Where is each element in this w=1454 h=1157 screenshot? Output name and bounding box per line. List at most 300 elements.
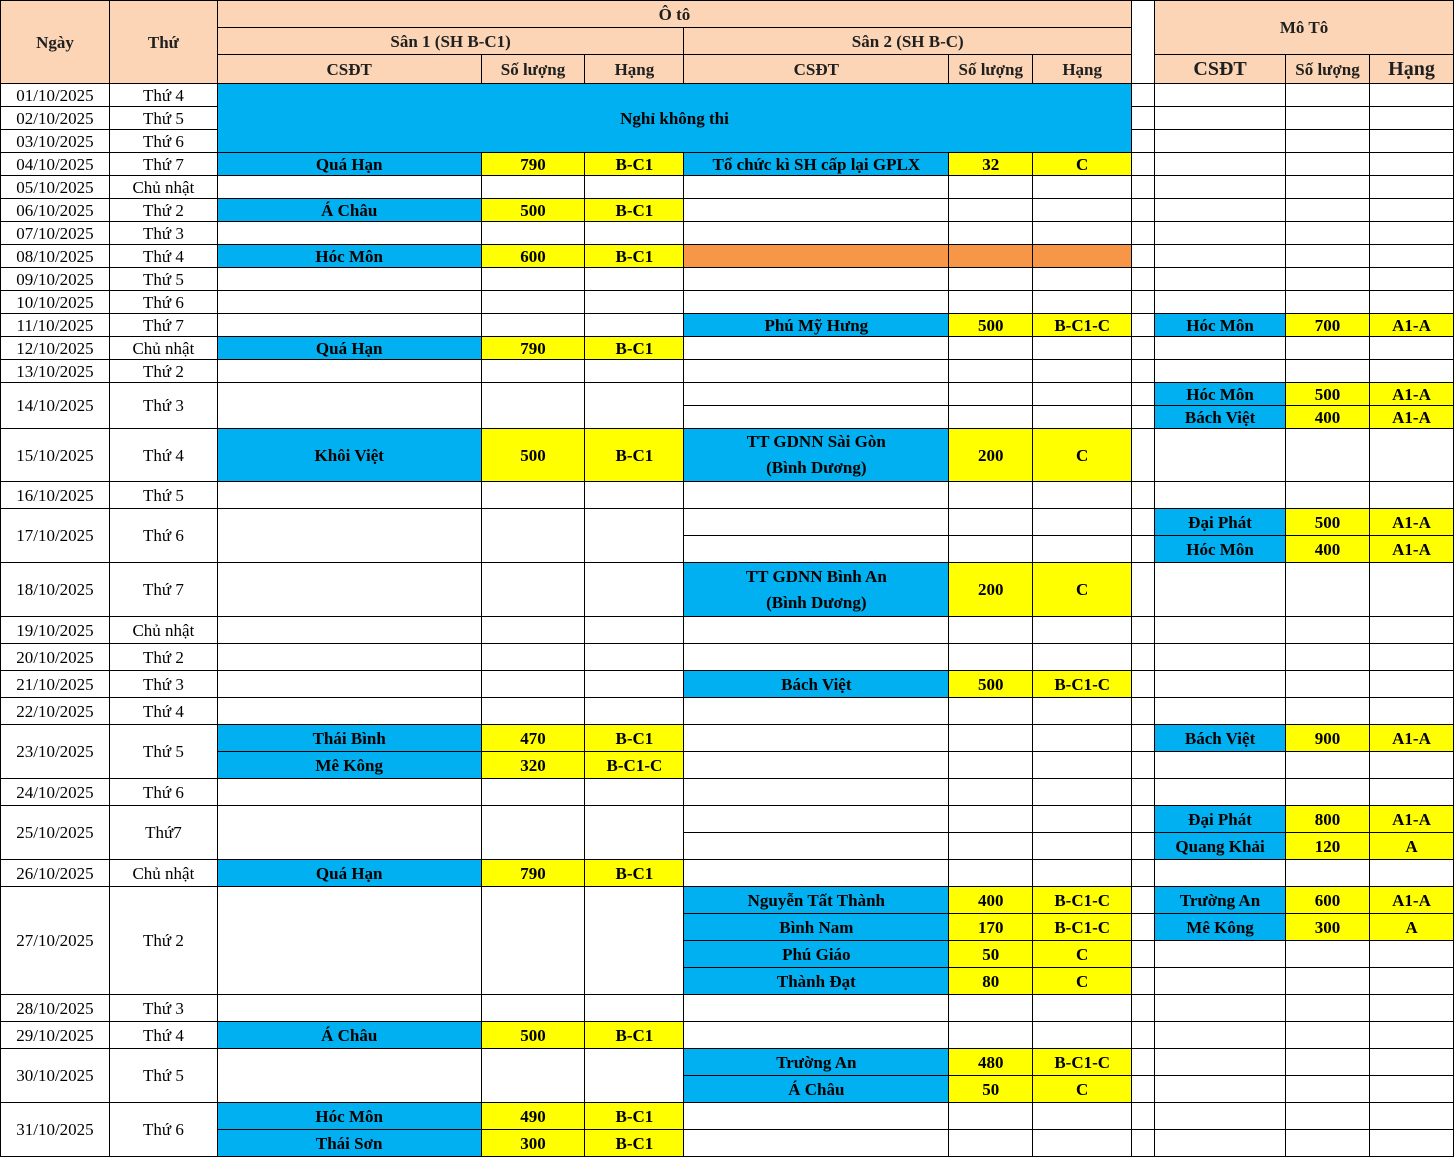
san2-hang xyxy=(1033,617,1132,644)
moto-hang xyxy=(1369,617,1453,644)
weekday-cell: Thứ 7 xyxy=(109,563,217,617)
moto-so-luong xyxy=(1286,1022,1370,1049)
san2-csdt xyxy=(684,725,949,752)
san2-csdt xyxy=(684,429,949,482)
table-row xyxy=(1,291,1454,314)
san1-so-luong: 500 xyxy=(481,429,585,482)
moto-csdt xyxy=(1155,563,1286,617)
moto-so-luong: 400 xyxy=(1286,406,1370,429)
san1-so-luong xyxy=(481,176,585,199)
moto-hang xyxy=(1369,222,1453,245)
san2-so-luong xyxy=(949,995,1033,1022)
san1-csdt xyxy=(217,698,481,725)
date-cell: 11/10/2025 xyxy=(1,314,110,337)
san2-so-luong xyxy=(949,176,1033,199)
san1-so-luong xyxy=(481,383,585,429)
date-cell: 02/10/2025 xyxy=(1,107,110,130)
san1-csdt xyxy=(217,383,481,429)
moto-csdt: Trường An xyxy=(1155,887,1286,914)
moto-so-luong: 300 xyxy=(1286,914,1370,941)
san1-csdt: Mê Kông xyxy=(217,752,481,779)
san2-csdt xyxy=(684,406,949,429)
spacer-cell xyxy=(1132,617,1155,644)
spacer-cell xyxy=(1132,644,1155,671)
spacer-cell xyxy=(1132,698,1155,725)
san2-csdt-line2: (Bình Dương) xyxy=(766,592,867,612)
san2-csdt xyxy=(684,360,949,383)
table-row xyxy=(1,84,1454,107)
san1-so-luong xyxy=(481,360,585,383)
moto-csdt xyxy=(1155,107,1286,130)
san2-hang xyxy=(1033,509,1132,536)
table-row xyxy=(1,752,1454,779)
san2-hang: B-C1-C xyxy=(1033,914,1132,941)
spacer-cell xyxy=(1132,130,1155,153)
san2-hang xyxy=(1033,199,1132,222)
table-row xyxy=(1,1130,1454,1157)
san2-hang xyxy=(1033,536,1132,563)
moto-so-luong: 900 xyxy=(1286,725,1370,752)
moto-csdt xyxy=(1155,84,1286,107)
san2-so-luong: 80 xyxy=(949,968,1033,995)
weekday-cell: Chủ nhật xyxy=(109,860,217,887)
san2-csdt xyxy=(684,1103,949,1130)
header-soluong-san2: Số lượng xyxy=(949,55,1033,84)
san2-hang xyxy=(1033,406,1132,429)
spacer-cell xyxy=(1132,360,1155,383)
san2-csdt xyxy=(684,617,949,644)
san2-hang xyxy=(1033,698,1132,725)
date-cell: 29/10/2025 xyxy=(1,1022,110,1049)
date-cell: 12/10/2025 xyxy=(1,337,110,360)
san2-so-luong xyxy=(949,222,1033,245)
date-cell: 21/10/2025 xyxy=(1,671,110,698)
moto-hang xyxy=(1369,245,1453,268)
moto-so-luong xyxy=(1286,941,1370,968)
moto-hang xyxy=(1369,671,1453,698)
moto-csdt xyxy=(1155,860,1286,887)
moto-hang: A1-A xyxy=(1369,406,1453,429)
san2-so-luong xyxy=(949,360,1033,383)
san1-hang: B-C1-C xyxy=(585,752,684,779)
san1-csdt xyxy=(217,671,481,698)
san2-hang xyxy=(1033,644,1132,671)
moto-so-luong xyxy=(1286,968,1370,995)
san2-csdt-line1: TT GDNN Sài Gòn xyxy=(746,432,886,451)
moto-hang: A1-A xyxy=(1369,383,1453,406)
date-cell: 05/10/2025 xyxy=(1,176,110,199)
san1-so-luong: 490 xyxy=(481,1103,585,1130)
table-row xyxy=(1,887,1454,914)
moto-csdt: Hóc Môn xyxy=(1155,536,1286,563)
spacer-cell xyxy=(1132,337,1155,360)
closed-notice: Nghỉ không thi xyxy=(217,84,1131,153)
moto-so-luong xyxy=(1286,153,1370,176)
spacer-cell xyxy=(1132,1049,1155,1076)
spacer-cell xyxy=(1132,995,1155,1022)
date-cell: 07/10/2025 xyxy=(1,222,110,245)
date-cell: 14/10/2025 xyxy=(1,383,110,429)
san2-csdt-line2: (Bình Dương) xyxy=(766,458,867,477)
san2-hang xyxy=(1033,806,1132,833)
san2-so-luong xyxy=(949,752,1033,779)
san2-so-luong xyxy=(949,268,1033,291)
san1-csdt xyxy=(217,617,481,644)
san1-hang xyxy=(585,222,684,245)
header-oto: Ô tô xyxy=(217,1,1131,28)
san2-csdt xyxy=(684,509,949,536)
moto-hang xyxy=(1369,968,1453,995)
spacer-cell xyxy=(1132,268,1155,291)
san2-csdt: Phú Mỹ Hưng xyxy=(684,314,949,337)
header-hang-moto: Hạng xyxy=(1369,55,1453,84)
san1-hang xyxy=(585,1049,684,1103)
san2-so-luong xyxy=(949,482,1033,509)
san1-csdt xyxy=(217,291,481,314)
san1-hang xyxy=(585,779,684,806)
san2-hang xyxy=(1033,337,1132,360)
san2-so-luong: 500 xyxy=(949,314,1033,337)
date-cell: 31/10/2025 xyxy=(1,1103,110,1157)
san1-so-luong xyxy=(481,698,585,725)
moto-so-luong xyxy=(1286,429,1370,482)
san2-hang: B-C1-C xyxy=(1033,1049,1132,1076)
moto-csdt xyxy=(1155,1130,1286,1157)
san1-so-luong: 500 xyxy=(481,199,585,222)
spacer-cell xyxy=(1132,245,1155,268)
moto-csdt: Hóc Môn xyxy=(1155,314,1286,337)
moto-hang xyxy=(1369,1022,1453,1049)
moto-hang xyxy=(1369,941,1453,968)
moto-so-luong: 600 xyxy=(1286,887,1370,914)
moto-so-luong xyxy=(1286,860,1370,887)
moto-so-luong xyxy=(1286,671,1370,698)
san1-so-luong: 500 xyxy=(481,1022,585,1049)
san2-csdt xyxy=(684,1130,949,1157)
san2-so-luong xyxy=(949,383,1033,406)
date-cell: 20/10/2025 xyxy=(1,644,110,671)
header-ngay: Ngày xyxy=(1,1,110,84)
moto-hang xyxy=(1369,429,1453,482)
san1-hang xyxy=(585,291,684,314)
san2-csdt xyxy=(684,779,949,806)
san2-so-luong xyxy=(949,779,1033,806)
san1-so-luong xyxy=(481,806,585,860)
moto-so-luong xyxy=(1286,268,1370,291)
moto-so-luong xyxy=(1286,84,1370,107)
spacer-cell xyxy=(1132,55,1155,84)
moto-csdt xyxy=(1155,360,1286,383)
san1-so-luong xyxy=(481,1049,585,1103)
moto-csdt xyxy=(1155,153,1286,176)
san1-hang: B-C1 xyxy=(585,199,684,222)
weekday-cell: Thứ 3 xyxy=(109,671,217,698)
spacer-cell xyxy=(1132,1130,1155,1157)
san2-so-luong: 50 xyxy=(949,1076,1033,1103)
moto-csdt: Hóc Môn xyxy=(1155,383,1286,406)
header-thu: Thứ xyxy=(109,1,217,84)
table-row xyxy=(1,314,1454,337)
moto-so-luong: 120 xyxy=(1286,833,1370,860)
san2-csdt xyxy=(684,383,949,406)
moto-csdt xyxy=(1155,752,1286,779)
moto-csdt: Bách Việt xyxy=(1155,406,1286,429)
table-row xyxy=(1,176,1454,199)
san2-so-luong: 480 xyxy=(949,1049,1033,1076)
san1-hang xyxy=(585,617,684,644)
header-moto: Mô Tô xyxy=(1155,1,1454,55)
date-cell: 03/10/2025 xyxy=(1,130,110,153)
san2-hang xyxy=(1033,1103,1132,1130)
spacer-cell xyxy=(1132,1,1155,28)
spacer-cell xyxy=(1132,482,1155,509)
moto-csdt xyxy=(1155,644,1286,671)
san1-csdt xyxy=(217,806,481,860)
moto-hang: A1-A xyxy=(1369,314,1453,337)
moto-hang: A1-A xyxy=(1369,725,1453,752)
table-row xyxy=(1,360,1454,383)
san2-hang xyxy=(1033,995,1132,1022)
weekday-cell: Thứ 6 xyxy=(109,779,217,806)
spacer-cell xyxy=(1132,536,1155,563)
san1-so-luong: 790 xyxy=(481,337,585,360)
date-cell: 13/10/2025 xyxy=(1,360,110,383)
san2-hang: C xyxy=(1033,941,1132,968)
moto-csdt xyxy=(1155,698,1286,725)
moto-hang xyxy=(1369,337,1453,360)
san1-so-luong xyxy=(481,671,585,698)
date-cell: 28/10/2025 xyxy=(1,995,110,1022)
san1-hang xyxy=(585,671,684,698)
date-cell: 06/10/2025 xyxy=(1,199,110,222)
spacer-cell xyxy=(1132,779,1155,806)
san2-hang: C xyxy=(1033,1076,1132,1103)
moto-csdt xyxy=(1155,130,1286,153)
moto-hang: A1-A xyxy=(1369,536,1453,563)
moto-hang: A xyxy=(1369,914,1453,941)
spacer-cell xyxy=(1132,107,1155,130)
weekday-cell: Thứ 2 xyxy=(109,360,217,383)
moto-so-luong xyxy=(1286,1130,1370,1157)
moto-so-luong xyxy=(1286,779,1370,806)
date-cell: 16/10/2025 xyxy=(1,482,110,509)
san2-hang xyxy=(1033,833,1132,860)
moto-hang xyxy=(1369,644,1453,671)
spacer-cell xyxy=(1132,153,1155,176)
san1-csdt xyxy=(217,1049,481,1103)
date-cell: 08/10/2025 xyxy=(1,245,110,268)
san2-csdt: Bách Việt xyxy=(684,671,949,698)
san1-so-luong xyxy=(481,995,585,1022)
moto-csdt xyxy=(1155,199,1286,222)
san1-hang xyxy=(585,698,684,725)
san2-csdt xyxy=(684,176,949,199)
san2-so-luong xyxy=(949,1103,1033,1130)
san1-so-luong xyxy=(481,617,585,644)
san2-csdt xyxy=(684,482,949,509)
moto-so-luong xyxy=(1286,1076,1370,1103)
san1-csdt: Hóc Môn xyxy=(217,1103,481,1130)
table-row xyxy=(1,644,1454,671)
spacer-cell xyxy=(1132,1076,1155,1103)
moto-hang xyxy=(1369,860,1453,887)
san1-hang: B-C1 xyxy=(585,1103,684,1130)
moto-so-luong xyxy=(1286,130,1370,153)
san2-so-luong xyxy=(949,644,1033,671)
san2-csdt: Á Châu xyxy=(684,1076,949,1103)
san1-csdt: Hóc Môn xyxy=(217,245,481,268)
moto-hang: A1-A xyxy=(1369,509,1453,536)
moto-so-luong: 700 xyxy=(1286,314,1370,337)
moto-hang xyxy=(1369,698,1453,725)
table-row xyxy=(1,482,1454,509)
spacer-cell xyxy=(1132,752,1155,779)
san2-so-luong: 200 xyxy=(949,429,1033,482)
spacer-cell xyxy=(1132,509,1155,536)
san1-so-luong: 790 xyxy=(481,153,585,176)
moto-so-luong xyxy=(1286,337,1370,360)
san1-so-luong xyxy=(481,291,585,314)
table-row xyxy=(1,698,1454,725)
moto-so-luong xyxy=(1286,617,1370,644)
san2-hang: C xyxy=(1033,429,1132,482)
header-soluong-moto: Số lượng xyxy=(1286,55,1370,84)
moto-hang xyxy=(1369,482,1453,509)
san2-csdt: Trường An xyxy=(684,1049,949,1076)
weekday-cell: Thứ 5 xyxy=(109,725,217,779)
san1-so-luong: 790 xyxy=(481,860,585,887)
moto-hang xyxy=(1369,1103,1453,1130)
san2-so-luong xyxy=(949,833,1033,860)
moto-so-luong xyxy=(1286,698,1370,725)
san2-csdt: Bình Nam xyxy=(684,914,949,941)
moto-so-luong xyxy=(1286,752,1370,779)
san2-hang xyxy=(1033,383,1132,406)
san2-csdt xyxy=(684,268,949,291)
date-cell: 09/10/2025 xyxy=(1,268,110,291)
spacer-cell xyxy=(1132,725,1155,752)
san1-hang xyxy=(585,509,684,563)
moto-hang xyxy=(1369,995,1453,1022)
san1-csdt xyxy=(217,563,481,617)
san1-so-luong: 300 xyxy=(481,1130,585,1157)
spacer-cell xyxy=(1132,914,1155,941)
san2-hang: B-C1-C xyxy=(1033,671,1132,698)
weekday-cell: Thứ 2 xyxy=(109,644,217,671)
san1-csdt: Á Châu xyxy=(217,199,481,222)
san2-so-luong xyxy=(949,725,1033,752)
header-hang-san2: Hạng xyxy=(1033,55,1132,84)
san1-so-luong xyxy=(481,268,585,291)
moto-hang xyxy=(1369,1130,1453,1157)
san1-csdt xyxy=(217,268,481,291)
san1-hang xyxy=(585,806,684,860)
san1-csdt: Á Châu xyxy=(217,1022,481,1049)
moto-hang xyxy=(1369,130,1453,153)
san2-hang xyxy=(1033,752,1132,779)
weekday-cell: Thứ 7 xyxy=(109,153,217,176)
san1-csdt: Thái Sơn xyxy=(217,1130,481,1157)
moto-so-luong: 500 xyxy=(1286,383,1370,406)
moto-csdt xyxy=(1155,268,1286,291)
san2-hang xyxy=(1033,779,1132,806)
san2-csdt xyxy=(684,199,949,222)
san2-csdt: Nguyễn Tất Thành xyxy=(684,887,949,914)
table-row xyxy=(1,245,1454,268)
date-cell: 24/10/2025 xyxy=(1,779,110,806)
moto-csdt xyxy=(1155,482,1286,509)
san1-hang xyxy=(585,563,684,617)
san1-hang xyxy=(585,268,684,291)
san2-csdt xyxy=(684,291,949,314)
moto-csdt xyxy=(1155,245,1286,268)
san1-hang: B-C1 xyxy=(585,1130,684,1157)
moto-hang xyxy=(1369,779,1453,806)
header-san1: Sân 1 (SH B-C1) xyxy=(217,28,684,55)
moto-csdt xyxy=(1155,1049,1286,1076)
table-row xyxy=(1,199,1454,222)
date-cell: 18/10/2025 xyxy=(1,563,110,617)
weekday-cell: Thứ 4 xyxy=(109,245,217,268)
weekday-cell: Thứ 4 xyxy=(109,698,217,725)
table-row xyxy=(1,995,1454,1022)
san2-so-luong xyxy=(949,698,1033,725)
san1-csdt: Khôi Việt xyxy=(217,429,481,482)
table-row xyxy=(1,268,1454,291)
san1-csdt: Quá Hạn xyxy=(217,860,481,887)
weekday-cell: Thứ7 xyxy=(109,806,217,860)
weekday-cell: Chủ nhật xyxy=(109,337,217,360)
table-row xyxy=(1,617,1454,644)
date-cell: 15/10/2025 xyxy=(1,429,110,482)
weekday-cell: Thứ 6 xyxy=(109,130,217,153)
san1-csdt xyxy=(217,644,481,671)
san1-hang xyxy=(585,887,684,995)
moto-hang xyxy=(1369,199,1453,222)
header-csdt-san2: CSĐT xyxy=(684,55,949,84)
moto-hang xyxy=(1369,291,1453,314)
san2-so-luong xyxy=(949,509,1033,536)
table-row xyxy=(1,383,1454,406)
moto-csdt xyxy=(1155,968,1286,995)
san1-csdt xyxy=(217,482,481,509)
san1-so-luong xyxy=(481,887,585,995)
moto-so-luong xyxy=(1286,482,1370,509)
san1-csdt xyxy=(217,887,481,995)
moto-csdt xyxy=(1155,1022,1286,1049)
weekday-cell: Thứ 4 xyxy=(109,429,217,482)
date-cell: 27/10/2025 xyxy=(1,887,110,995)
date-cell: 04/10/2025 xyxy=(1,153,110,176)
san2-csdt-line1: TT GDNN Bình An xyxy=(745,566,887,586)
header-san2: Sân 2 (SH B-C) xyxy=(684,28,1132,55)
san1-csdt: Thái Bình xyxy=(217,725,481,752)
san2-csdt: Thành Đạt xyxy=(684,968,949,995)
san2-csdt xyxy=(684,833,949,860)
san1-csdt xyxy=(217,222,481,245)
san2-csdt xyxy=(684,563,949,617)
san1-csdt xyxy=(217,509,481,563)
weekday-cell: Thứ 2 xyxy=(109,887,217,995)
san2-so-luong xyxy=(949,199,1033,222)
moto-csdt xyxy=(1155,941,1286,968)
san1-hang xyxy=(585,360,684,383)
moto-so-luong: 800 xyxy=(1286,806,1370,833)
spacer-cell xyxy=(1132,314,1155,337)
moto-hang: A1-A xyxy=(1369,887,1453,914)
schedule-body xyxy=(1,84,1454,1157)
date-cell: 30/10/2025 xyxy=(1,1049,110,1103)
